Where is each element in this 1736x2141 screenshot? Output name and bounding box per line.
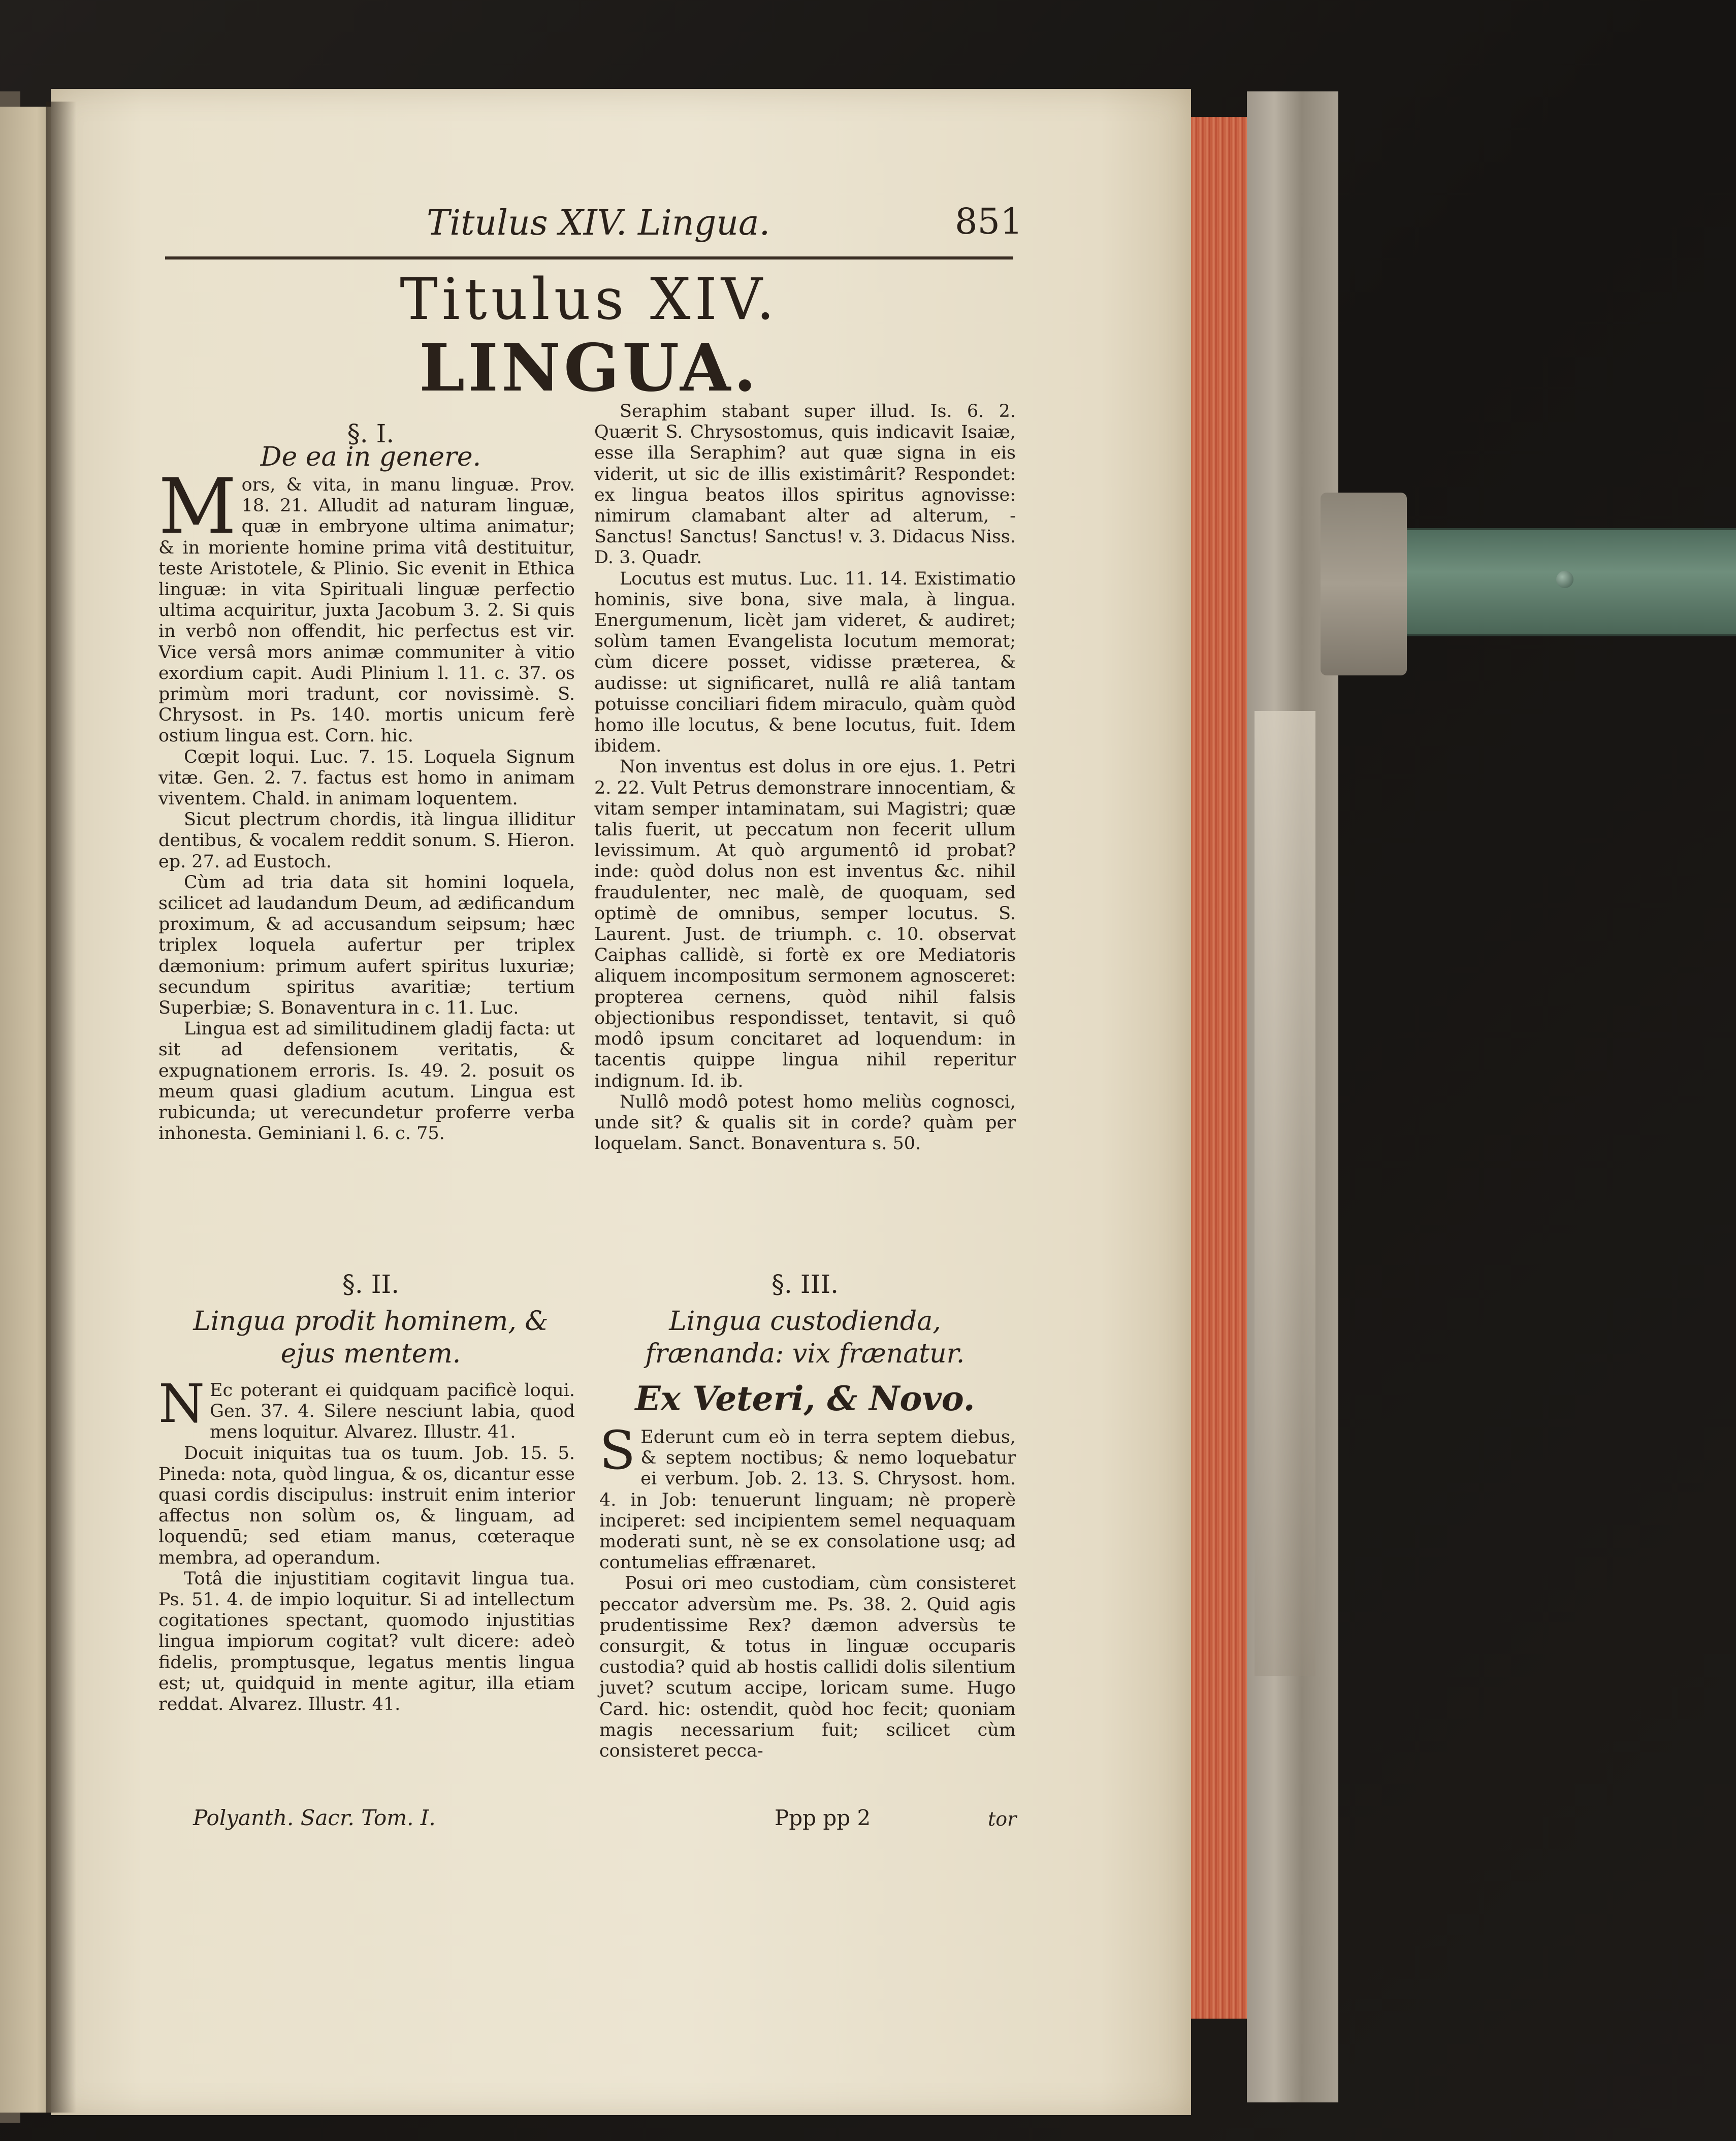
paragraph: Non inventus est dolus in ore ejus. 1. Petri 2. 22. Vult Petrus demonstrare innocentiam, & vitam semper intaminatam, sui Magistri; quæ talis fuerit, ut peccatum non fecerit ullum levissimum. At quò argumentô id probat? inde: quòd dolus non est inventus &c. nihil fraudulenter, nec malè, de quoquam, sed optimè de omnibus, semper locutus. S. Laurent. Just. de triumph. c. 10. observat Caiphas callidè, si fortè ex ore Mediatoris aliquem incompositum sermonem agnosceret: propterea cernens, quòd nihil falsis objectionibus respondisset, tentavit, si quô modô ipsum concitaret ad loquendum: in tacentis quippe lingua nihil reperitur indignum. Id. ib. — [594, 757, 1016, 1091]
page-title: LINGUA. — [419, 330, 759, 406]
paragraph: Ederunt cum eò in terra septem diebus, & septem noctibus; & nemo loquebatur ei verbum. Job. 2. 13. S. Chrysost. hom. 4. in Job: tenuerunt linguam; nè properè inciperet: sed incipientem semel nequaquam moderati sunt, nè se ex consolatione usq; ad contumelias effrænaret. — [599, 1427, 1016, 1573]
footer-volume: Polyanth. Sacr. Tom. I. — [193, 1805, 436, 1830]
right-column-section-3 — [599, 1419, 1016, 1762]
drop-cap-n: N — [158, 1373, 205, 1435]
page-number: 851 — [955, 201, 1023, 242]
paragraph: Nullô modô potest homo meliùs cognosci, unde sit? & qualis sit in corde? quàm per loquelam. Sanct. Bonaventura s. 50. — [594, 1091, 1016, 1154]
left-column-section-1 — [158, 463, 575, 1145]
section-2-mark: §. II. — [342, 1270, 400, 1299]
paragraph: Docuit iniquitas tua os tuum. Job. 15. 5. Pineda: nota, quòd lingua, & os, dicantur esse quasi cordis discipulus: instruit enim interior affectus non solùm os, & linguam, ad loquendū; sed etiam manus, cœteraque membra, ad operandum. — [158, 1443, 575, 1568]
section-1-mark: §. I. — [347, 419, 395, 448]
header-rule — [165, 256, 1013, 259]
paragraph: Cùm ad tria data sit homini loquela, scilicet ad laudandum Deum, ad ædificandum proximum, & ad accusandum seipsum; hæc triplex loquela aufertur per triplex dæmonium: primum aufert spiritus luxuriæ; secundum spiritus avaritiæ; tertium Superbiæ; S. Bonaventura in c. 11. Luc. — [158, 872, 575, 1019]
paragraph: Locutus est mutus. Luc. 11. 14. Existimatio hominis, sive bona, sive mala, à lingua. Energumenum, licèt jam videret, & audiret; solùm tamen Evangelista locutum memorat; cùm dicere posset, vidisse præterea, & audisse: ut significaret, nullâ re aliâ tantam potuisse conciliari fidem miraculo, quàm quòd homo ille locutus, & bene locutus, fuit. Idem ibidem. — [594, 568, 1016, 757]
drop-cap-s: S — [599, 1419, 636, 1481]
section-2-title: Lingua prodit hominem, & ejus mentem. — [193, 1306, 549, 1369]
drop-cap-m: M — [158, 463, 237, 551]
signature-mark: Ppp pp 2 — [775, 1805, 871, 1830]
title-line: Titulus XIV. — [400, 267, 779, 333]
paragraph: Posui ori meo custodiam, cùm consisteret peccator adversùm me. Ps. 38. 2. Quid agis prudentissime Rex? dæmon adversùs te consurgit, & totus in linguæ occuparis custodia? quid ab hostis callidi dolis silentium juvet? scutum accipe, loricam sume. Hugo Card. hic: ostendit, quòd hoc fecit; quoniam magis necessarium fuit; scilicet cùm consisteret pecca- — [599, 1573, 1016, 1762]
catchword: tor — [988, 1808, 1017, 1830]
section-3-title: Lingua custodienda, frænanda: vix frænatur. — [645, 1306, 965, 1369]
running-head: Titulus XIV. Lingua. — [427, 203, 770, 243]
paragraph: Sicut plectrum chordis, ità lingua illiditur dentibus, & vocalem reddit sonum. S. Hieron. ep. 27. ad Eustoch. — [158, 809, 575, 872]
paragraph: Ec poterant ei quidquam pacificè loqui. Gen. 37. 4. Silere nesciunt labia, quod mens loquitur. Alvarez. Illustr. 41. — [210, 1380, 575, 1443]
section-3-mark: §. III. — [771, 1270, 839, 1299]
paragraph: Totâ die injustitiam cogitavit lingua tua. Ps. 51. 4. de impio loquitur. Si ad intellectum cogitationes spectant, quomodo injustitias lingua impiorum cogitat? vult dicere: adeò fidelis, promptusque, legatus mentis lingua est; ut, quidquid in mente agitur, illa etiam reddat. Alvarez. Illustr. 41. — [158, 1568, 575, 1715]
section-3-subtitle: Ex Veteri, & Novo. — [635, 1379, 975, 1418]
paragraph: ors, & vita, in manu linguæ. Prov. 18. 21. Alludit ad naturam linguæ, quæ in embryone ultima animatur; & in moriente homine prima vitâ destituitur, teste Aristotele, & Plinio. Sic evenit in Ethica linguæ: in vita Spirituali linguæ perfectio ultima acquiritur, juxta Jacobum 3. 2. Si quis in verbô non offendit, hic perfectus est vir. Vice versâ mors animæ communiter à vitio exordium capit. Audi Plinium l. 11. c. 37. os primùm mori tradunt, cor novissimè. S. Chrysost. in Ps. 140. mortis unicum ferè ostium lingua est. Corn. hic. — [158, 475, 575, 747]
left-column-section-2 — [158, 1373, 575, 1715]
section-1-title: De ea in genere. — [260, 442, 481, 472]
paragraph: Cœpit loqui. Luc. 7. 15. Loquela Signum vitæ. Gen. 2. 7. factus est homo in animam viventem. Chald. in animam loquentem. — [158, 747, 575, 809]
paragraph: Seraphim stabant super illud. Is. 6. 2. Quærit S. Chrysostomus, quis indicavit Isaiæ, esse illa Seraphim? aut quæ signa in eis viderit, ut sic de illis existimârit? Respondet: ex lingua beatos illos spiritus agnovisse: nimirum clamabant alter ad alterum, - Sanctus! Sanctus! Sanctus! v. 3. Didacus Niss. D. 3. Quadr. — [594, 401, 1016, 568]
paragraph: Lingua est ad similitudinem gladij facta: ut sit ad defensionem veritatis, & expugnationem erroris. Is. 49. 2. posuit os meum quasi gladium acutum. Lingua est rubicunda; ut verecundetur proferre verba inhonesta. Geminiani l. 6. c. 75. — [158, 1019, 575, 1144]
right-column-top — [594, 401, 1016, 1154]
